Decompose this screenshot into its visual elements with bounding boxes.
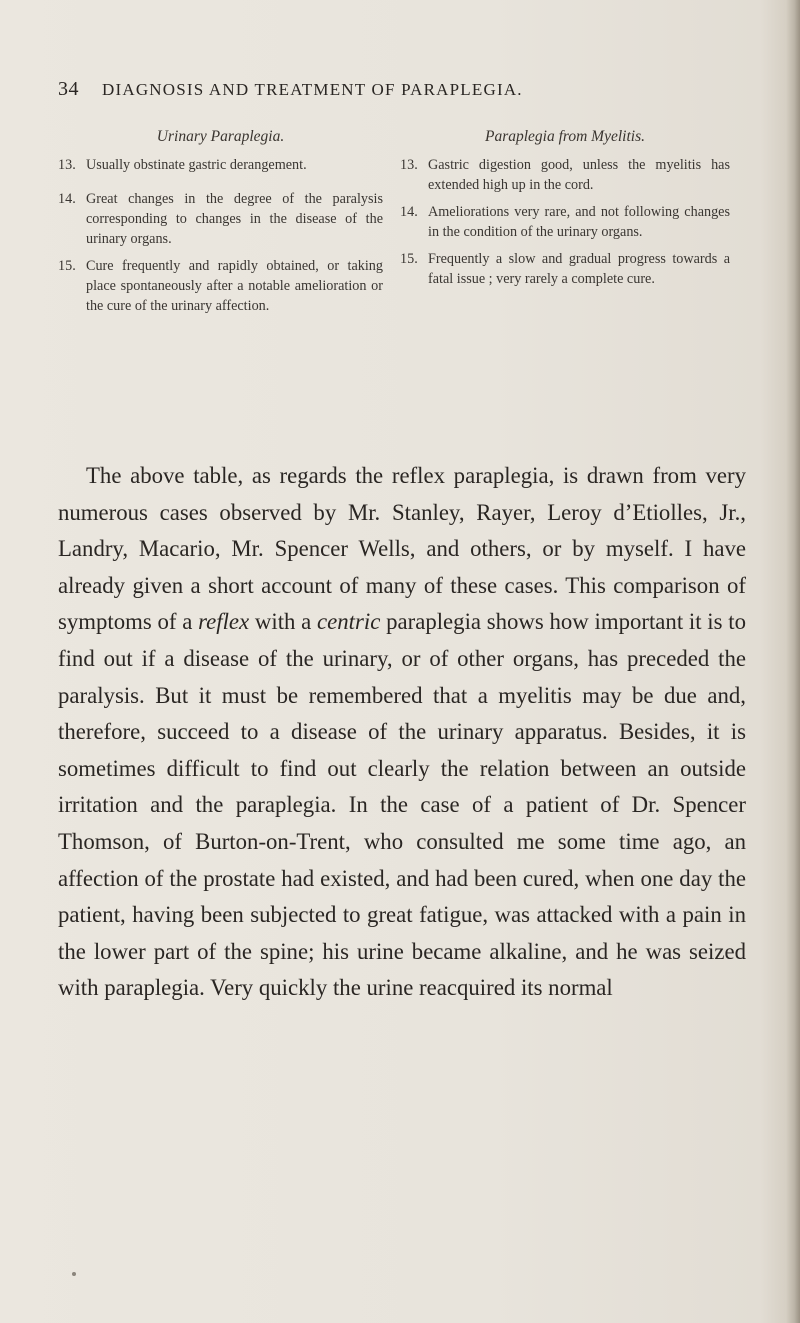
emphasis-centric: centric — [317, 609, 381, 635]
table-row — [58, 256, 383, 316]
page-header — [58, 78, 698, 104]
row-text: Gastric digestion good, unless the myelitis has extended high up in the cord. — [428, 157, 730, 193]
body-text-part: paraplegia shows how important it is to find out if a disease of the urinary, or of other organs, has preceded the paralysis. But it must be remembered that a myelitis may be due and, therefore, succeed to a disease of the urinary apparatus. Besides, it is sometimes difficult to find out clearly the relation between an outside irritation and the paraplegia. In the case of a patient of Dr. Spencer Thomson, of Burton-on-Trent, who consulted me some time ago, an affection of the prostate had existed, and had been cured, when one day the patient, having been subjected to great fatigue, was attacked with a pain in the lower part of the spine; his urine became alkaline, and he was seized with paraplegia. Very quickly the urine reacquired its normal — [58, 609, 746, 1001]
row-number: 13. — [400, 157, 418, 173]
page-edge-shadow — [786, 0, 800, 1323]
table-row — [58, 189, 383, 249]
table-row — [400, 202, 730, 242]
running-title: DIAGNOSIS AND TREATMENT OF PARAPLEGIA. — [102, 80, 523, 99]
body-text-part: with a — [249, 609, 318, 635]
emphasis-reflex: reflex — [198, 609, 250, 635]
column-urinary-paraplegia — [58, 128, 383, 323]
row-text: Frequently a slow and gradual progress towards a fatal issue ; very rarely a complete cure. — [428, 251, 730, 287]
row-number: 14. — [400, 204, 418, 220]
row-number: 15. — [400, 251, 418, 267]
row-number: 15. — [58, 258, 76, 274]
ink-speck — [72, 1272, 76, 1276]
column-heading-right: Paraplegia from Myelitis. — [484, 128, 645, 145]
table-row — [58, 155, 383, 175]
row-text: Usually obstinate gastric derangement. — [86, 157, 307, 173]
page-number: 34 — [58, 78, 79, 100]
body-paragraph — [58, 458, 746, 1007]
row-number: 14. — [58, 191, 76, 207]
row-text: Great changes in the degree of the paralysis corresponding to changes in the disease of the urinary organs. — [86, 191, 383, 247]
column-heading-left: Urinary Paraplegia. — [156, 128, 285, 145]
body-text-part: The above table, as regards the reflex paraplegia, is drawn from very numerous cases observed by Mr. Stanley, Rayer, Leroy d’Etiolles, Jr., Landry, Macario, Mr. Spencer Wells, and others, or by myself. I have already given a short account of many of these cases. This comparison of symptoms of a — [58, 463, 746, 635]
row-number: 13. — [58, 157, 76, 173]
table-row — [400, 155, 730, 195]
row-text: Ameliorations very rare, and not following changes in the condition of the urinary organs. — [428, 204, 730, 240]
row-text: Cure frequently and rapidly obtained, or taking place spontaneously after a notable amelioration or the cure of the urinary affection. — [86, 258, 383, 314]
table-row — [400, 249, 730, 289]
body-text — [58, 458, 746, 1007]
column-myelitis-paraplegia — [400, 128, 730, 296]
